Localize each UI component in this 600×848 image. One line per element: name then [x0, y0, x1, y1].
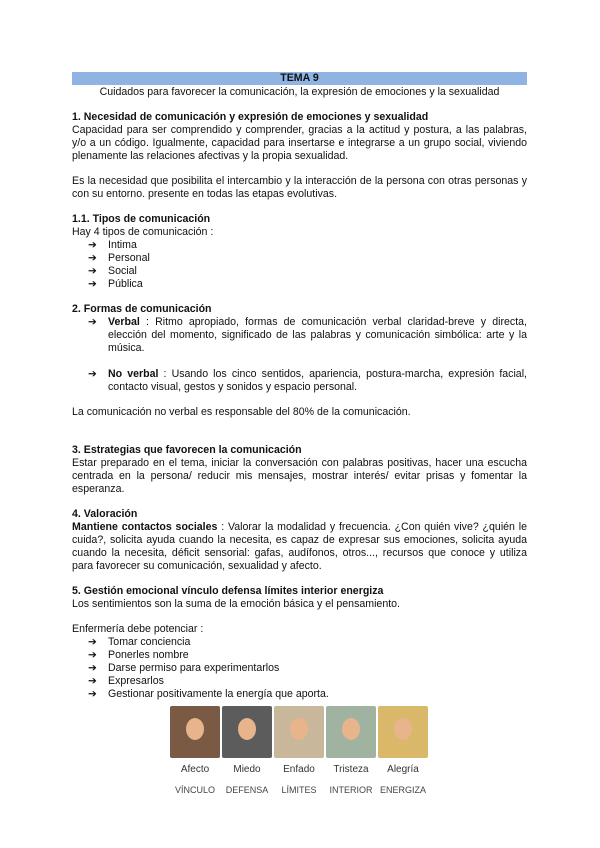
communication-forms-list	[72, 316, 527, 394]
emotion-function: INTERIOR	[329, 785, 373, 795]
section-5-intro: Enfermería debe potenciar :	[72, 623, 204, 635]
emotion-label: Afecto	[180, 764, 210, 775]
list-item: ➔ Gestionar positivamente la energía que aporta.	[88, 688, 329, 700]
list-item: ➔ Personal	[88, 252, 150, 264]
section-4-heading: 4. Valoración	[72, 508, 138, 520]
emotion-photo-alegria	[378, 706, 428, 758]
list-item: ➔ Tomar conciencia	[88, 636, 191, 648]
emotion-photo-enfado	[274, 706, 324, 758]
section-5-paragraph: Los sentimientos son la suma de la emoción básica y el pensamiento.	[72, 598, 400, 610]
arrow-icon: ➔	[88, 265, 97, 277]
document-page	[72, 72, 527, 701]
arrow-icon: ➔	[88, 316, 97, 328]
arrow-icon: ➔	[88, 252, 97, 264]
list-item-nonverbal: ➔ No verbal : Usando los cinco sentidos, apariencia, postura-marcha, expresión facial, contacto visual, gestos y sonidos y espacio personal.	[88, 368, 528, 393]
emotion-function: DEFENSA	[225, 785, 269, 795]
list-item: ➔ Ponerles nombre	[88, 649, 189, 661]
list-item: ➔ Darse permiso para experimentarlos	[88, 662, 280, 674]
section-1-1-intro: Hay 4 tipos de comunicación :	[72, 226, 214, 238]
list-item: ➔ Pública	[88, 278, 143, 290]
emotion-label: Miedo	[233, 764, 261, 775]
emotion-labels	[170, 764, 432, 775]
emotion-photo-afecto	[170, 706, 220, 758]
section-4-paragraph: Mantiene contactos sociales : Valorar la modalidad y frecuencia. ¿Con quién vive? ¿quién le cuida?, solicita ayuda cuando la necesita, es capaz de expresar sus emociones, solicita ayuda cuando la necesita, déficit sensorial: gafas, audífonos, otros..., recursos que conoce y utiliza para favorecer su comunicación, sexualidad y afecto.	[72, 521, 528, 572]
arrow-icon: ➔	[88, 675, 97, 687]
section-1-1-heading: 1.1. Tipos de comunicación	[72, 213, 211, 225]
section-2-note: La comunicación no verbal es responsable del 80% de la comunicación.	[72, 406, 411, 418]
section-1-paragraph-1: Capacidad para ser comprendido y comprender, gracias a la actitud y postura, a las palabras, y/o a un código. Igualmente, capacidad para insertarse e integrarse a un grupo social, viviendo plenamente las relaciones afectivas y la propia sexualidad.	[72, 124, 527, 162]
list-item: ➔ Social	[88, 265, 137, 277]
emotion-label: Enfado	[283, 764, 315, 775]
arrow-icon: ➔	[88, 368, 97, 380]
section-5-heading: 5. Gestión emocional vínculo defensa límites interior energiza	[72, 585, 384, 597]
section-1-paragraph-2: Es la necesidad que posibilita el intercambio y la interacción de la persona con otras personas y con su entorno. presente en todas las etapas evolutivas.	[72, 175, 527, 200]
emotion-function: VÍNCULO	[174, 785, 215, 795]
page-title: TEMA 9	[72, 72, 527, 85]
emotion-functions	[170, 785, 432, 795]
section-1-heading: 1. Necesidad de comunicación y expresión de emociones y sexualidad	[72, 111, 429, 123]
emotion-label: Alegría	[387, 764, 419, 775]
emotion-function: ENERGIZA	[379, 785, 426, 795]
list-item: ➔ Expresarlos	[88, 675, 164, 687]
communication-types-list	[72, 239, 527, 291]
section-2-heading: 2. Formas de comunicación	[72, 303, 212, 315]
emotions-figure	[170, 706, 432, 802]
page-subtitle: Cuidados para favorecer la comunicación, la expresión de emociones y la sexualidad	[99, 86, 500, 98]
arrow-icon: ➔	[88, 688, 97, 700]
nursing-actions-list	[72, 636, 527, 701]
emotion-photo-miedo	[222, 706, 272, 758]
list-item: ➔ Intima	[88, 239, 137, 251]
emotion-photo-tristeza	[326, 706, 376, 758]
emotion-label: Tristeza	[333, 764, 369, 775]
list-item-verbal: ➔ Verbal : Ritmo apropiado, formas de comunicación verbal claridad-breve y directa, elección del momento, significado de las palabras y comunicación simbólica: arte y la música.	[88, 316, 527, 354]
emotion-function: LÍMITES	[281, 785, 317, 795]
arrow-icon: ➔	[88, 636, 97, 648]
section-3-heading: 3. Estrategias que favorecen la comunicación	[72, 444, 302, 456]
arrow-icon: ➔	[88, 649, 97, 661]
arrow-icon: ➔	[88, 662, 97, 674]
section-3-paragraph: Estar preparado en el tema, iniciar la conversación con palabras positivas, hacer una escucha centrada en la persona/ reducir mis mensajes, mostrar interés/ evitar prisas y fomentar la esperanza.	[72, 457, 527, 495]
arrow-icon: ➔	[88, 239, 97, 251]
arrow-icon: ➔	[88, 278, 97, 290]
